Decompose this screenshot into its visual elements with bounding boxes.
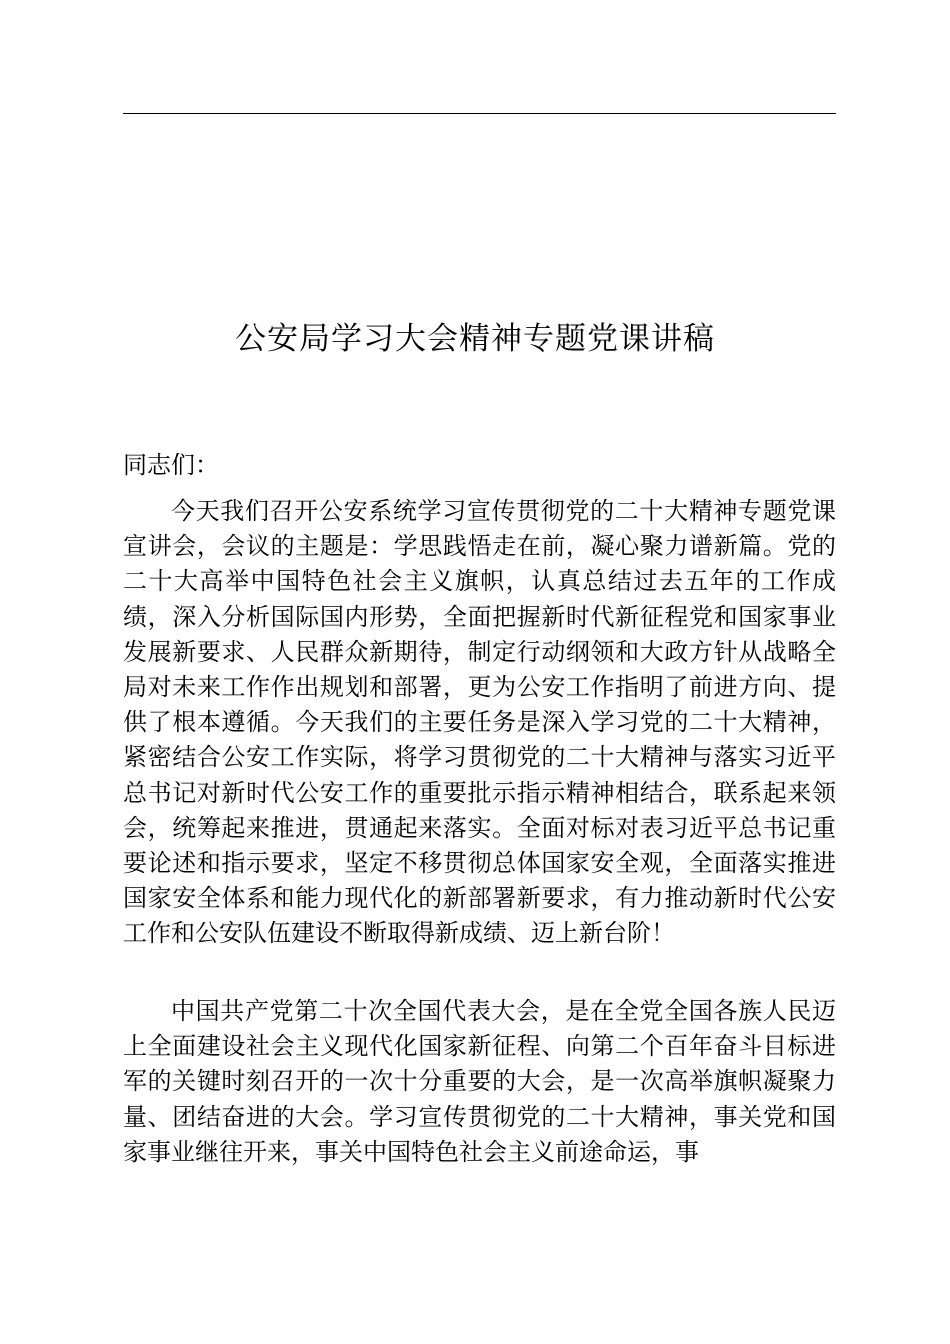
document-title: 公安局学习大会精神专题党课讲稿 bbox=[235, 321, 715, 357]
body-paragraph-1: 今天我们召开公安系统学习宣传贯彻党的二十大精神专题党课宣讲会，会议的主题是：学思践悟走在前，凝心聚力谱新篇。党的二十大高举中国特色社会主义旗帜，认真总结过去五年的工作成绩，深入分析国际国内形势，全面把握新时代新征程党和国家事业发展新要求、人民群众新期待，制定行动纲领和大政方针从战略全局对未来工作作出规划和部署，更为公安工作指明了前进方向、提供了根本遵循。今天我们的主要任务是深入学习党的二十大精神，紧密结合公安工作实际，将学习贯彻党的二十大精神与落实习近平总书记对新时代公安工作的重要批示指示精神相结合，联系起来领会，统筹起来推进，贯通起来落实。全面对标对表习近平总书记重要论述和指示要求，坚定不移贯彻总体国家安全观，全面落实推进国家安全体系和能力现代化的新部署新要求，有力推动新时代公安工作和公安队伍建设不断取得新成绩、迈上新台阶！ bbox=[123, 497, 836, 948]
salutation: 同志们： bbox=[123, 451, 219, 479]
header-rule bbox=[123, 113, 836, 114]
body-paragraph-2: 中国共产党第二十次全国代表大会，是在全党全国各族人民迈上全面建设社会主义现代化国家新征程、向第二个百年奋斗目标进军的关键时刻召开的一次十分重要的大会，是一次高举旗帜凝聚力量、团结奋进的大会。学习宣传贯彻党的二十大精神，事关党和国家事业继往开来，事关中国特色社会主义前途命运，事 bbox=[123, 997, 836, 1166]
